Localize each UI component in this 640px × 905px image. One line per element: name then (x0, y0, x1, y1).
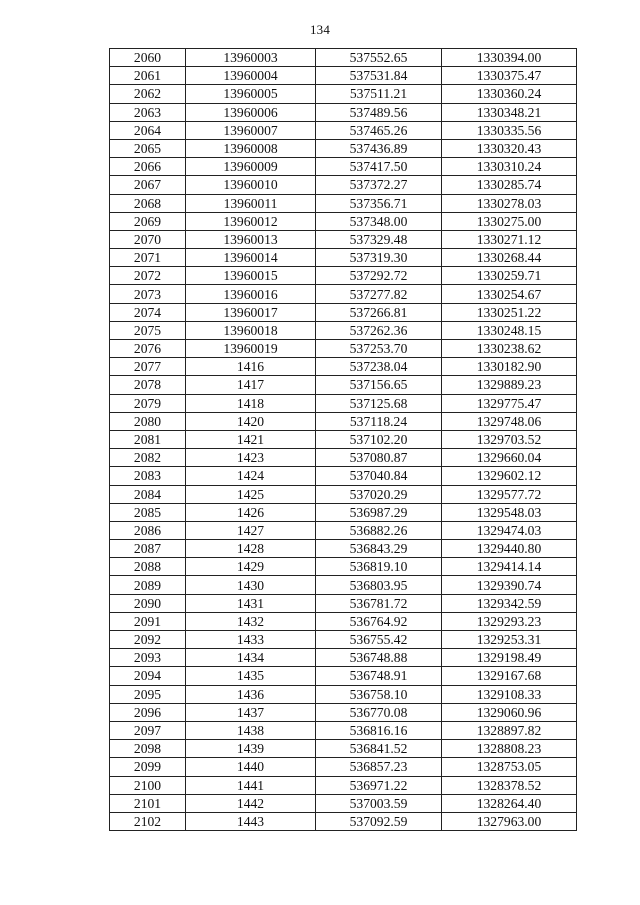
row-number-cell: 2092 (110, 631, 186, 649)
x-coordinate-cell: 536764.92 (316, 612, 442, 630)
table-row (110, 267, 577, 285)
x-coordinate-cell: 536882.26 (316, 521, 442, 539)
y-coordinate-cell: 1330238.62 (442, 340, 577, 358)
coordinates-table (109, 48, 577, 831)
table-row (110, 667, 577, 685)
point-id-cell: 1416 (186, 358, 316, 376)
y-coordinate-cell: 1329108.33 (442, 685, 577, 703)
x-coordinate-cell: 536758.10 (316, 685, 442, 703)
x-coordinate-cell: 536803.95 (316, 576, 442, 594)
y-coordinate-cell: 1328897.82 (442, 721, 577, 739)
x-coordinate-cell: 536770.08 (316, 703, 442, 721)
table-row (110, 558, 577, 576)
x-coordinate-cell: 537417.50 (316, 158, 442, 176)
y-coordinate-cell: 1330375.47 (442, 67, 577, 85)
x-coordinate-cell: 537092.59 (316, 812, 442, 830)
point-id-cell: 1417 (186, 376, 316, 394)
row-number-cell: 2076 (110, 340, 186, 358)
y-coordinate-cell: 1329889.23 (442, 376, 577, 394)
row-number-cell: 2077 (110, 358, 186, 376)
x-coordinate-cell: 537080.87 (316, 449, 442, 467)
table-row (110, 340, 577, 358)
row-number-cell: 2089 (110, 576, 186, 594)
row-number-cell: 2081 (110, 430, 186, 448)
table-row (110, 139, 577, 157)
point-id-cell: 13960004 (186, 67, 316, 85)
point-id-cell: 1427 (186, 521, 316, 539)
point-id-cell: 13960003 (186, 49, 316, 67)
row-number-cell: 2099 (110, 758, 186, 776)
row-number-cell: 2101 (110, 794, 186, 812)
x-coordinate-cell: 537531.84 (316, 67, 442, 85)
x-coordinate-cell: 536781.72 (316, 594, 442, 612)
y-coordinate-cell: 1330278.03 (442, 194, 577, 212)
point-id-cell: 1420 (186, 412, 316, 430)
x-coordinate-cell: 537348.00 (316, 212, 442, 230)
y-coordinate-cell: 1330320.43 (442, 139, 577, 157)
y-coordinate-cell: 1330248.15 (442, 321, 577, 339)
point-id-cell: 1429 (186, 558, 316, 576)
y-coordinate-cell: 1329474.03 (442, 521, 577, 539)
x-coordinate-cell: 536987.29 (316, 503, 442, 521)
row-number-cell: 2087 (110, 540, 186, 558)
row-number-cell: 2061 (110, 67, 186, 85)
row-number-cell: 2082 (110, 449, 186, 467)
row-number-cell: 2083 (110, 467, 186, 485)
table-row (110, 194, 577, 212)
point-id-cell: 1440 (186, 758, 316, 776)
point-id-cell: 1431 (186, 594, 316, 612)
table-row (110, 358, 577, 376)
row-number-cell: 2088 (110, 558, 186, 576)
table-row (110, 485, 577, 503)
table-row (110, 158, 577, 176)
table-row (110, 467, 577, 485)
row-number-cell: 2066 (110, 158, 186, 176)
x-coordinate-cell: 537372.27 (316, 176, 442, 194)
table-row (110, 121, 577, 139)
row-number-cell: 2067 (110, 176, 186, 194)
row-number-cell: 2068 (110, 194, 186, 212)
table-row (110, 503, 577, 521)
point-id-cell: 1424 (186, 467, 316, 485)
point-id-cell: 13960015 (186, 267, 316, 285)
point-id-cell: 1432 (186, 612, 316, 630)
table-row (110, 230, 577, 248)
x-coordinate-cell: 537003.59 (316, 794, 442, 812)
x-coordinate-cell: 537329.48 (316, 230, 442, 248)
y-coordinate-cell: 1329293.23 (442, 612, 577, 630)
table-row (110, 303, 577, 321)
row-number-cell: 2097 (110, 721, 186, 739)
row-number-cell: 2096 (110, 703, 186, 721)
table-row (110, 376, 577, 394)
x-coordinate-cell: 537356.71 (316, 194, 442, 212)
point-id-cell: 13960019 (186, 340, 316, 358)
row-number-cell: 2095 (110, 685, 186, 703)
y-coordinate-cell: 1330335.56 (442, 121, 577, 139)
x-coordinate-cell: 537040.84 (316, 467, 442, 485)
point-id-cell: 1418 (186, 394, 316, 412)
y-coordinate-cell: 1330348.21 (442, 103, 577, 121)
row-number-cell: 2069 (110, 212, 186, 230)
table-row (110, 49, 577, 67)
table-row (110, 449, 577, 467)
point-id-cell: 13960009 (186, 158, 316, 176)
row-number-cell: 2075 (110, 321, 186, 339)
y-coordinate-cell: 1330285.74 (442, 176, 577, 194)
y-coordinate-cell: 1329167.68 (442, 667, 577, 685)
x-coordinate-cell: 536819.10 (316, 558, 442, 576)
point-id-cell: 1436 (186, 685, 316, 703)
table-row (110, 631, 577, 649)
x-coordinate-cell: 537253.70 (316, 340, 442, 358)
point-id-cell: 1425 (186, 485, 316, 503)
y-coordinate-cell: 1329748.06 (442, 412, 577, 430)
x-coordinate-cell: 536748.88 (316, 649, 442, 667)
table-row (110, 85, 577, 103)
table-row (110, 321, 577, 339)
table-row (110, 67, 577, 85)
y-coordinate-cell: 1328753.05 (442, 758, 577, 776)
x-coordinate-cell: 537511.21 (316, 85, 442, 103)
point-id-cell: 13960005 (186, 85, 316, 103)
point-id-cell: 1437 (186, 703, 316, 721)
x-coordinate-cell: 536816.16 (316, 721, 442, 739)
x-coordinate-cell: 537489.56 (316, 103, 442, 121)
table-row (110, 249, 577, 267)
y-coordinate-cell: 1329342.59 (442, 594, 577, 612)
y-coordinate-cell: 1328378.52 (442, 776, 577, 794)
row-number-cell: 2060 (110, 49, 186, 67)
x-coordinate-cell: 537552.65 (316, 49, 442, 67)
y-coordinate-cell: 1329440.80 (442, 540, 577, 558)
y-coordinate-cell: 1330182.90 (442, 358, 577, 376)
point-id-cell: 1439 (186, 740, 316, 758)
x-coordinate-cell: 537156.65 (316, 376, 442, 394)
x-coordinate-cell: 537102.20 (316, 430, 442, 448)
row-number-cell: 2064 (110, 121, 186, 139)
y-coordinate-cell: 1328264.40 (442, 794, 577, 812)
point-id-cell: 1442 (186, 794, 316, 812)
point-id-cell: 1433 (186, 631, 316, 649)
x-coordinate-cell: 536841.52 (316, 740, 442, 758)
y-coordinate-cell: 1330271.12 (442, 230, 577, 248)
table-row (110, 812, 577, 830)
row-number-cell: 2100 (110, 776, 186, 794)
y-coordinate-cell: 1329577.72 (442, 485, 577, 503)
point-id-cell: 1435 (186, 667, 316, 685)
row-number-cell: 2062 (110, 85, 186, 103)
point-id-cell: 1434 (186, 649, 316, 667)
y-coordinate-cell: 1330254.67 (442, 285, 577, 303)
x-coordinate-cell: 537292.72 (316, 267, 442, 285)
table-row (110, 703, 577, 721)
y-coordinate-cell: 1329548.03 (442, 503, 577, 521)
row-number-cell: 2093 (110, 649, 186, 667)
table-row (110, 285, 577, 303)
x-coordinate-cell: 536843.29 (316, 540, 442, 558)
row-number-cell: 2091 (110, 612, 186, 630)
y-coordinate-cell: 1330310.24 (442, 158, 577, 176)
table-row (110, 521, 577, 539)
y-coordinate-cell: 1329060.96 (442, 703, 577, 721)
x-coordinate-cell: 537238.04 (316, 358, 442, 376)
y-coordinate-cell: 1329253.31 (442, 631, 577, 649)
x-coordinate-cell: 536748.91 (316, 667, 442, 685)
table-row (110, 612, 577, 630)
row-number-cell: 2102 (110, 812, 186, 830)
x-coordinate-cell: 537436.89 (316, 139, 442, 157)
x-coordinate-cell: 537277.82 (316, 285, 442, 303)
y-coordinate-cell: 1328808.23 (442, 740, 577, 758)
x-coordinate-cell: 537319.30 (316, 249, 442, 267)
y-coordinate-cell: 1330360.24 (442, 85, 577, 103)
y-coordinate-cell: 1329660.04 (442, 449, 577, 467)
point-id-cell: 13960011 (186, 194, 316, 212)
point-id-cell: 13960006 (186, 103, 316, 121)
table-row (110, 776, 577, 794)
point-id-cell: 13960016 (186, 285, 316, 303)
y-coordinate-cell: 1329390.74 (442, 576, 577, 594)
point-id-cell: 1441 (186, 776, 316, 794)
point-id-cell: 13960007 (186, 121, 316, 139)
row-number-cell: 2080 (110, 412, 186, 430)
x-coordinate-cell: 537266.81 (316, 303, 442, 321)
table-row (110, 540, 577, 558)
point-id-cell: 13960010 (186, 176, 316, 194)
table-row (110, 649, 577, 667)
y-coordinate-cell: 1329703.52 (442, 430, 577, 448)
y-coordinate-cell: 1329414.14 (442, 558, 577, 576)
x-coordinate-cell: 537465.26 (316, 121, 442, 139)
y-coordinate-cell: 1330394.00 (442, 49, 577, 67)
point-id-cell: 13960008 (186, 139, 316, 157)
x-coordinate-cell: 536755.42 (316, 631, 442, 649)
table-row (110, 412, 577, 430)
point-id-cell: 13960014 (186, 249, 316, 267)
point-id-cell: 1426 (186, 503, 316, 521)
row-number-cell: 2065 (110, 139, 186, 157)
table-row (110, 103, 577, 121)
table-row (110, 721, 577, 739)
row-number-cell: 2098 (110, 740, 186, 758)
table-row (110, 794, 577, 812)
point-id-cell: 1421 (186, 430, 316, 448)
table-row (110, 176, 577, 194)
table-row (110, 758, 577, 776)
y-coordinate-cell: 1329775.47 (442, 394, 577, 412)
point-id-cell: 1423 (186, 449, 316, 467)
row-number-cell: 2074 (110, 303, 186, 321)
point-id-cell: 13960012 (186, 212, 316, 230)
x-coordinate-cell: 537020.29 (316, 485, 442, 503)
y-coordinate-cell: 1327963.00 (442, 812, 577, 830)
point-id-cell: 13960018 (186, 321, 316, 339)
coordinates-table-body (110, 49, 577, 831)
table-row (110, 212, 577, 230)
point-id-cell: 13960013 (186, 230, 316, 248)
row-number-cell: 2086 (110, 521, 186, 539)
point-id-cell: 1428 (186, 540, 316, 558)
y-coordinate-cell: 1330275.00 (442, 212, 577, 230)
row-number-cell: 2079 (110, 394, 186, 412)
point-id-cell: 1443 (186, 812, 316, 830)
y-coordinate-cell: 1329602.12 (442, 467, 577, 485)
row-number-cell: 2078 (110, 376, 186, 394)
table-row (110, 430, 577, 448)
x-coordinate-cell: 537262.36 (316, 321, 442, 339)
row-number-cell: 2072 (110, 267, 186, 285)
row-number-cell: 2070 (110, 230, 186, 248)
x-coordinate-cell: 537125.68 (316, 394, 442, 412)
row-number-cell: 2084 (110, 485, 186, 503)
x-coordinate-cell: 537118.24 (316, 412, 442, 430)
row-number-cell: 2090 (110, 594, 186, 612)
table-row (110, 394, 577, 412)
point-id-cell: 13960017 (186, 303, 316, 321)
row-number-cell: 2094 (110, 667, 186, 685)
x-coordinate-cell: 536971.22 (316, 776, 442, 794)
table-row (110, 594, 577, 612)
point-id-cell: 1438 (186, 721, 316, 739)
y-coordinate-cell: 1330268.44 (442, 249, 577, 267)
x-coordinate-cell: 536857.23 (316, 758, 442, 776)
table-row (110, 740, 577, 758)
table-row (110, 576, 577, 594)
table-row (110, 685, 577, 703)
row-number-cell: 2085 (110, 503, 186, 521)
y-coordinate-cell: 1330251.22 (442, 303, 577, 321)
row-number-cell: 2073 (110, 285, 186, 303)
row-number-cell: 2063 (110, 103, 186, 121)
page-number: 134 (309, 22, 331, 37)
y-coordinate-cell: 1330259.71 (442, 267, 577, 285)
point-id-cell: 1430 (186, 576, 316, 594)
row-number-cell: 2071 (110, 249, 186, 267)
y-coordinate-cell: 1329198.49 (442, 649, 577, 667)
